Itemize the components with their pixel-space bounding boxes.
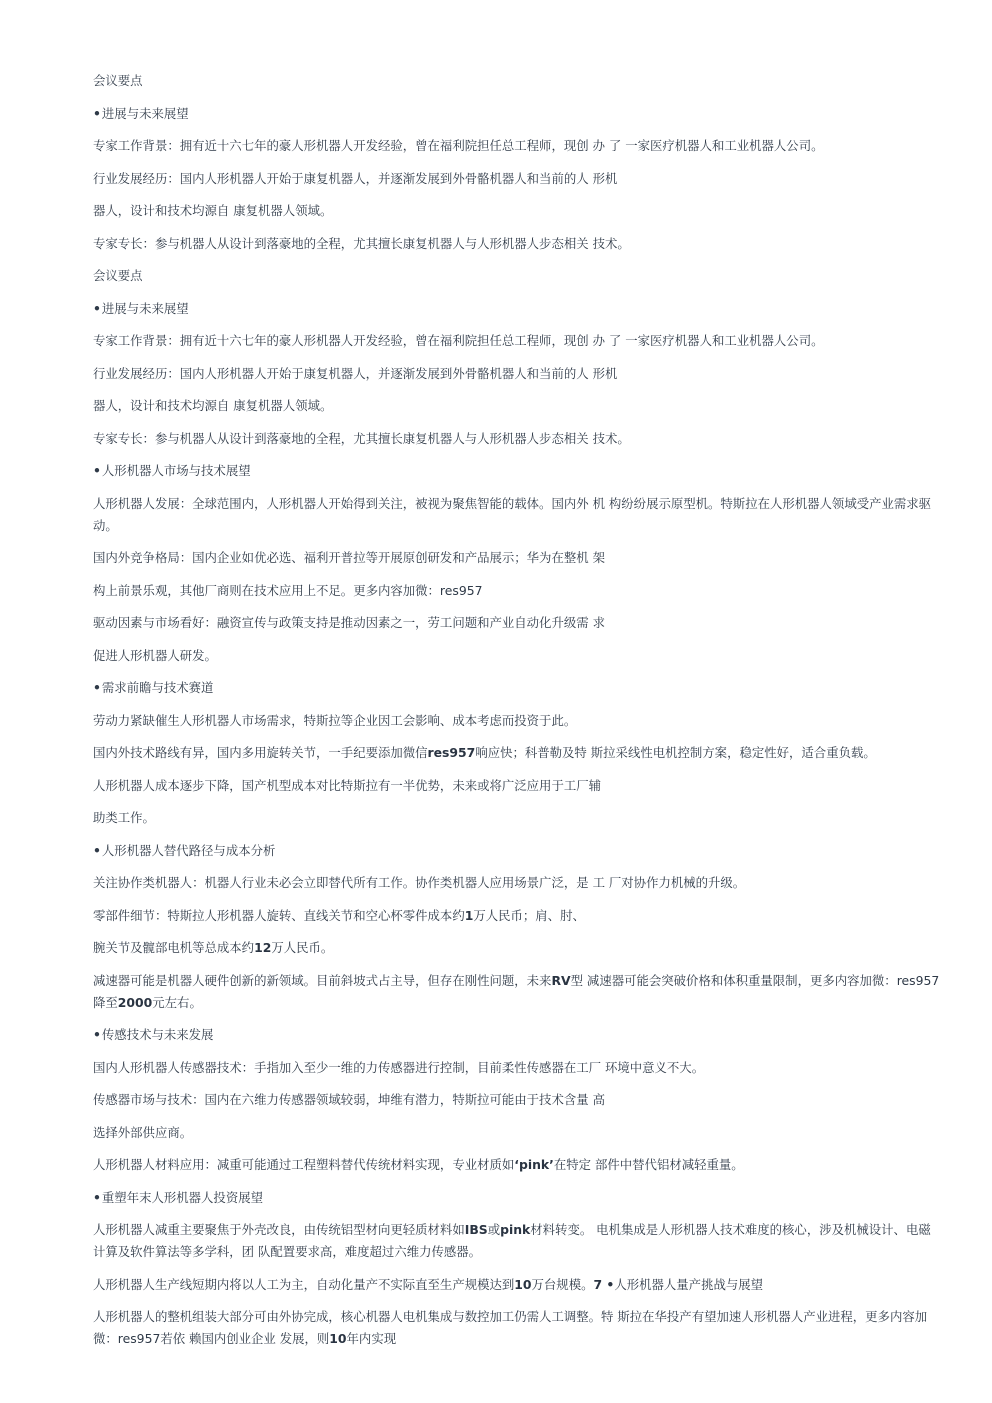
- section-heading: [93, 677, 943, 699]
- paragraph-text: 驱动因素与市场看好：融资宣传与政策支持是推动因素之一，劳工问题和产业自动化升级需 求: [93, 615, 605, 630]
- paragraph-text: 万人民币；肩、肘、: [473, 907, 585, 923]
- section-heading: [93, 298, 943, 320]
- bullet-icon: •: [93, 105, 101, 121]
- bullet-icon: •: [93, 680, 101, 695]
- paragraph: [93, 775, 943, 797]
- paragraph-text: 型 减速器可能会突破价格和体积重量限制，更多内容加微：res957降至: [93, 972, 940, 1010]
- section-heading: [93, 103, 943, 125]
- paragraph: [93, 493, 943, 537]
- paragraph-text: 万台规模。: [531, 1276, 594, 1292]
- paragraph-text: 专家工作背景：拥有近十六七年的豪人形机器人开发经验，曾在福利院担任总工程师，现创 办 了 一家医疗机器人和工业机器人公司。: [93, 138, 824, 153]
- paragraph-text: 元左右。: [152, 994, 202, 1010]
- section-title: 传感技术与未来发展: [101, 1027, 214, 1042]
- paragraph-text: 构上前景乐观，其他厂商则在技术应用上不足。更多内容加微：res957: [93, 582, 483, 598]
- paragraph: [93, 1154, 943, 1176]
- bold-text: pink: [500, 1222, 531, 1237]
- paragraph-text: 或: [487, 1222, 501, 1237]
- paragraph: [93, 363, 943, 385]
- paragraph: [93, 1274, 943, 1296]
- paragraph-text: 人形机器人的整机组装大部分可由外协完成，核心机器人电机集成与数控加工仍需人工调整。特 斯拉在华投产有望加速人形机器人产业进程，更多内容加微：res957若依 赖国内创业企业 发展，则: [93, 1309, 928, 1346]
- document-page: [93, 70, 943, 1361]
- bold-text: 12: [254, 940, 272, 955]
- paragraph-text: 万人民币。: [271, 940, 334, 955]
- paragraph: [93, 395, 943, 417]
- paragraph-text: 人形机器人成本逐步下降，国产机型成本对比特斯拉有一半优势，未来或将广泛应用于工厂辅: [93, 777, 602, 793]
- paragraph: [93, 135, 943, 157]
- bold-text: 1: [464, 907, 474, 923]
- paragraph-text: 促进人形机器人研发。: [93, 647, 217, 663]
- paragraph-text: 人形机器人生产线短期内将以人工为主，自动化量产不实际直至生产规模达到: [93, 1276, 515, 1292]
- bold-text: 2000: [117, 994, 153, 1010]
- paragraph-text: 关注协作类机器人：机器人行业未必会立即替代所有工作。协作类机器人应用场景广泛，是 工 厂对协作力机械的升级。: [93, 875, 746, 890]
- heading-text: 会议要点: [93, 268, 143, 283]
- paragraph-text: 专家专长：参与机器人从设计到落豪地的全程，尤其擅长康复机器人与人形机器人步态相关 技术。: [93, 235, 630, 251]
- bullet-icon: •: [93, 1189, 101, 1205]
- bullet-icon: •: [93, 300, 101, 316]
- paragraph: [93, 1219, 943, 1263]
- paragraph-text: 选择外部供应商。: [93, 1124, 193, 1140]
- section-title: 需求前瞻与技术赛道: [101, 680, 214, 695]
- paragraph-text: 行业发展经历：国内人形机器人开始于康复机器人，并逐渐发展到外骨骼机器人和当前的人 形机: [93, 170, 618, 186]
- section-heading: [93, 1024, 943, 1046]
- paragraph-text: 助类工作。: [93, 810, 155, 825]
- paragraph-text: 减速器可能是机器人硬件创新的新领域。目前斜坡式占主导，但存在刚性问题，未来: [93, 972, 552, 988]
- paragraph-text: 人形机器人减重主要聚焦于外壳改良，由传统铝型材向更轻质材料如: [93, 1222, 465, 1237]
- paragraph-text: 人形机器人量产挑战与展望: [614, 1276, 764, 1292]
- section-heading: [93, 840, 943, 862]
- section-heading: [93, 460, 943, 482]
- paragraph: [93, 905, 943, 927]
- paragraph-text: 专家工作背景：拥有近十六七年的豪人形机器人开发经验，曾在福利院担任总工程师，现创 办 了 一家医疗机器人和工业机器人公司。: [93, 333, 824, 348]
- paragraph: [93, 937, 943, 959]
- paragraph-text: 专家专长：参与机器人从设计到落豪地的全程，尤其擅长康复机器人与人形机器人步态相关 技术。: [93, 430, 630, 446]
- paragraph: [93, 970, 943, 1014]
- section-title: 人形机器人市场与技术展望: [101, 463, 251, 478]
- bullet-icon: •: [93, 842, 101, 858]
- meeting-heading: [93, 70, 943, 92]
- paragraph: [93, 872, 943, 894]
- paragraph-text: 在特定 部件中替代铝材减轻重量。: [553, 1157, 744, 1172]
- paragraph: [93, 233, 943, 255]
- paragraph-text: 国内外技术路线有异，国内多用旋转关节，一手纪要添加微信: [93, 745, 428, 760]
- section-heading: [93, 1187, 943, 1209]
- bold-text: ‘pink’: [514, 1157, 554, 1172]
- paragraph-text: 响应快；科普勒及特 斯拉采线性电机控制方案，稳定性好，适合重负载。: [475, 745, 876, 760]
- paragraph-text: 器人，设计和技术均源自 康复机器人领域。: [93, 203, 333, 218]
- paragraph-text: 传感器市场与技术：国内在六维力传感器领域较弱，坤维有潜力，特斯拉可能由于技术含量 高: [93, 1092, 605, 1107]
- bold-text: 7 •: [593, 1276, 615, 1292]
- bold-text: RV: [551, 972, 571, 988]
- section-title: 人形机器人替代路径与成本分析: [101, 842, 276, 858]
- paragraph-text: 器人，设计和技术均源自 康复机器人领域。: [93, 398, 333, 413]
- paragraph-text: 国内人形机器人传感器技术：手指加入至少一维的力传感器进行控制，目前柔性传感器在工厂 环境中意义不大。: [93, 1059, 705, 1075]
- paragraph-text: 国内外竞争格局：国内企业如优必选、福利开普拉等开展原创研发和产品展示；华为在整机 架: [93, 550, 605, 565]
- bullet-icon: •: [93, 1027, 101, 1042]
- paragraph-text: 人形机器人材料应用：减重可能通过工程塑料替代传统材料实现，专业材质如: [93, 1157, 515, 1172]
- bullet-icon: •: [93, 463, 101, 478]
- paragraph: [93, 1089, 943, 1111]
- bold-text: res957: [427, 745, 476, 760]
- paragraph: [93, 742, 943, 764]
- paragraph: [93, 1306, 943, 1350]
- paragraph: [93, 807, 943, 829]
- paragraph: [93, 710, 943, 732]
- paragraph: [93, 580, 943, 602]
- paragraph: [93, 428, 943, 450]
- bold-text: IBS: [464, 1222, 488, 1237]
- bold-text: 10: [329, 1331, 347, 1346]
- paragraph: [93, 200, 943, 222]
- bold-text: 10: [514, 1276, 532, 1292]
- section-title: 进展与未来展望: [101, 300, 189, 316]
- paragraph-text: 人形机器人发展：全球范围内，人形机器人开始得到关注，被视为聚焦智能的载体。国内外 机 构纷纷展示原型机。特斯拉在人形机器人领域受产业需求驱动。: [93, 495, 932, 533]
- paragraph: [93, 1057, 943, 1079]
- paragraph: [93, 612, 943, 634]
- paragraph: [93, 547, 943, 569]
- paragraph-text: 年内实现: [346, 1331, 397, 1346]
- meeting-heading: [93, 265, 943, 287]
- paragraph-text: 行业发展经历：国内人形机器人开始于康复机器人，并逐渐发展到外骨骼机器人和当前的人 形机: [93, 365, 618, 381]
- paragraph-text: 零部件细节：特斯拉人形机器人旋转、直线关节和空心杯零件成本约: [93, 907, 465, 923]
- paragraph-text: 材料转变。 电机集成是人形机器人技术难度的核心，涉及机械设计、电磁计算及软件算法等多学科，团 队配置要求高，难度超过六维力传感器。: [93, 1222, 931, 1259]
- paragraph-text: 劳动力紧缺催生人形机器人市场需求，特斯拉等企业因工会影响、成本考虑而投资于此。: [93, 712, 577, 728]
- paragraph: [93, 645, 943, 667]
- paragraph: [93, 168, 943, 190]
- section-title: 进展与未来展望: [101, 105, 189, 121]
- paragraph: [93, 1122, 943, 1144]
- paragraph: [93, 330, 943, 352]
- section-title: 重塑年末人形机器人投资展望: [101, 1189, 263, 1205]
- paragraph-text: 腕关节及髋部电机等总成本约: [93, 940, 255, 955]
- heading-text: 会议要点: [93, 73, 143, 88]
